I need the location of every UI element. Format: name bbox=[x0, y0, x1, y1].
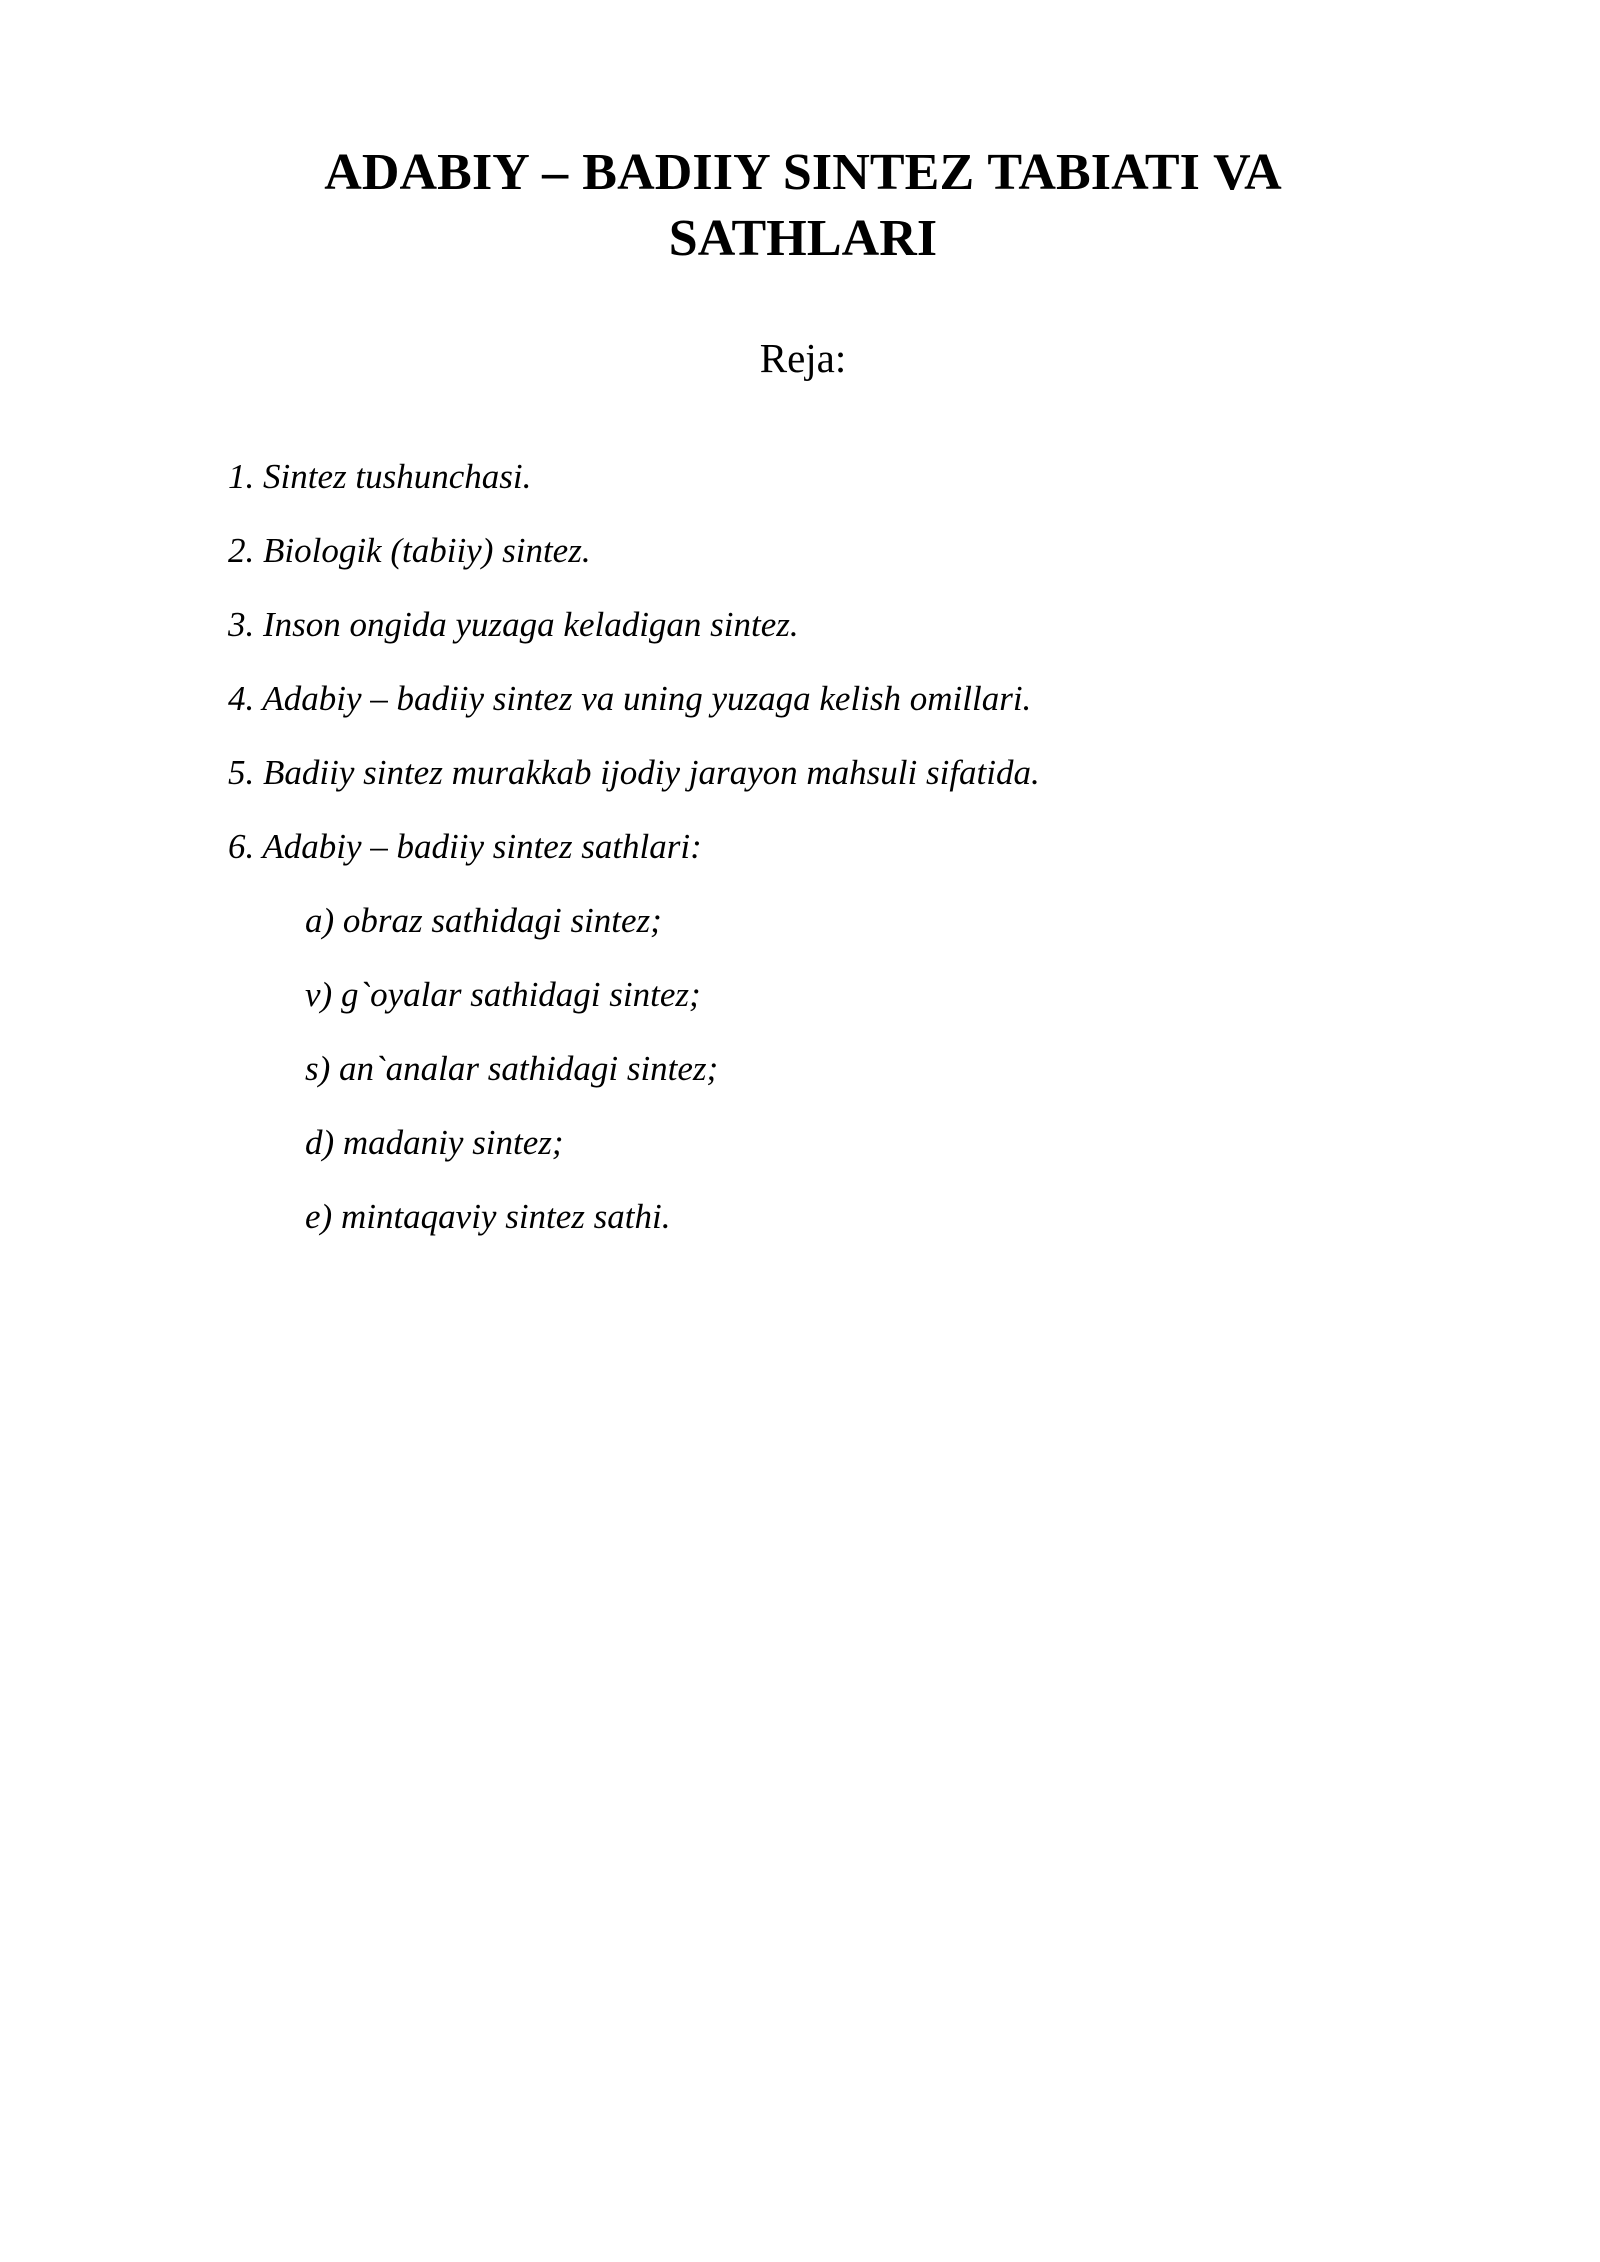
list-item: 3. Inson ongida yuzaga keladigan sintez. bbox=[228, 605, 799, 644]
sub-outline-list bbox=[228, 884, 1378, 1254]
sub-list-item: v) g`oyalar sathidagi sintez; bbox=[305, 975, 701, 1014]
list-item: 5. Badiiy sintez murakkab ijodiy jarayon mahsuli sifatida. bbox=[228, 753, 1040, 792]
outline-list bbox=[228, 382, 1378, 1254]
list-item: 2. Biologik (tabiiy) sintez. bbox=[228, 531, 591, 570]
sub-list-container bbox=[228, 884, 1378, 1254]
list-item: 6. Adabiy – badiiy sintez sathlari: bbox=[228, 827, 702, 866]
document-content bbox=[228, 0, 1378, 1254]
sub-list-item: e) mintaqaviy sintez sathi. bbox=[305, 1197, 671, 1236]
sub-list-item: d) madaniy sintez; bbox=[305, 1123, 564, 1162]
page-title-line-1: ADABIY – BADIIY SINTEZ TABIATI VA bbox=[324, 144, 1282, 201]
list-item: 4. Adabiy – badiiy sintez va uning yuzaga kelish omillari. bbox=[228, 679, 1032, 718]
sub-list-item: s) an`analar sathidagi sintez; bbox=[305, 1049, 719, 1088]
list-item: 1. Sintez tushunchasi. bbox=[228, 457, 532, 496]
page-title-line-2: SATHLARI bbox=[668, 210, 938, 267]
page-title bbox=[228, 0, 1378, 272]
sub-list-item: a) obraz sathidagi sintez; bbox=[305, 901, 662, 940]
plan-heading: Reja: bbox=[759, 335, 847, 381]
